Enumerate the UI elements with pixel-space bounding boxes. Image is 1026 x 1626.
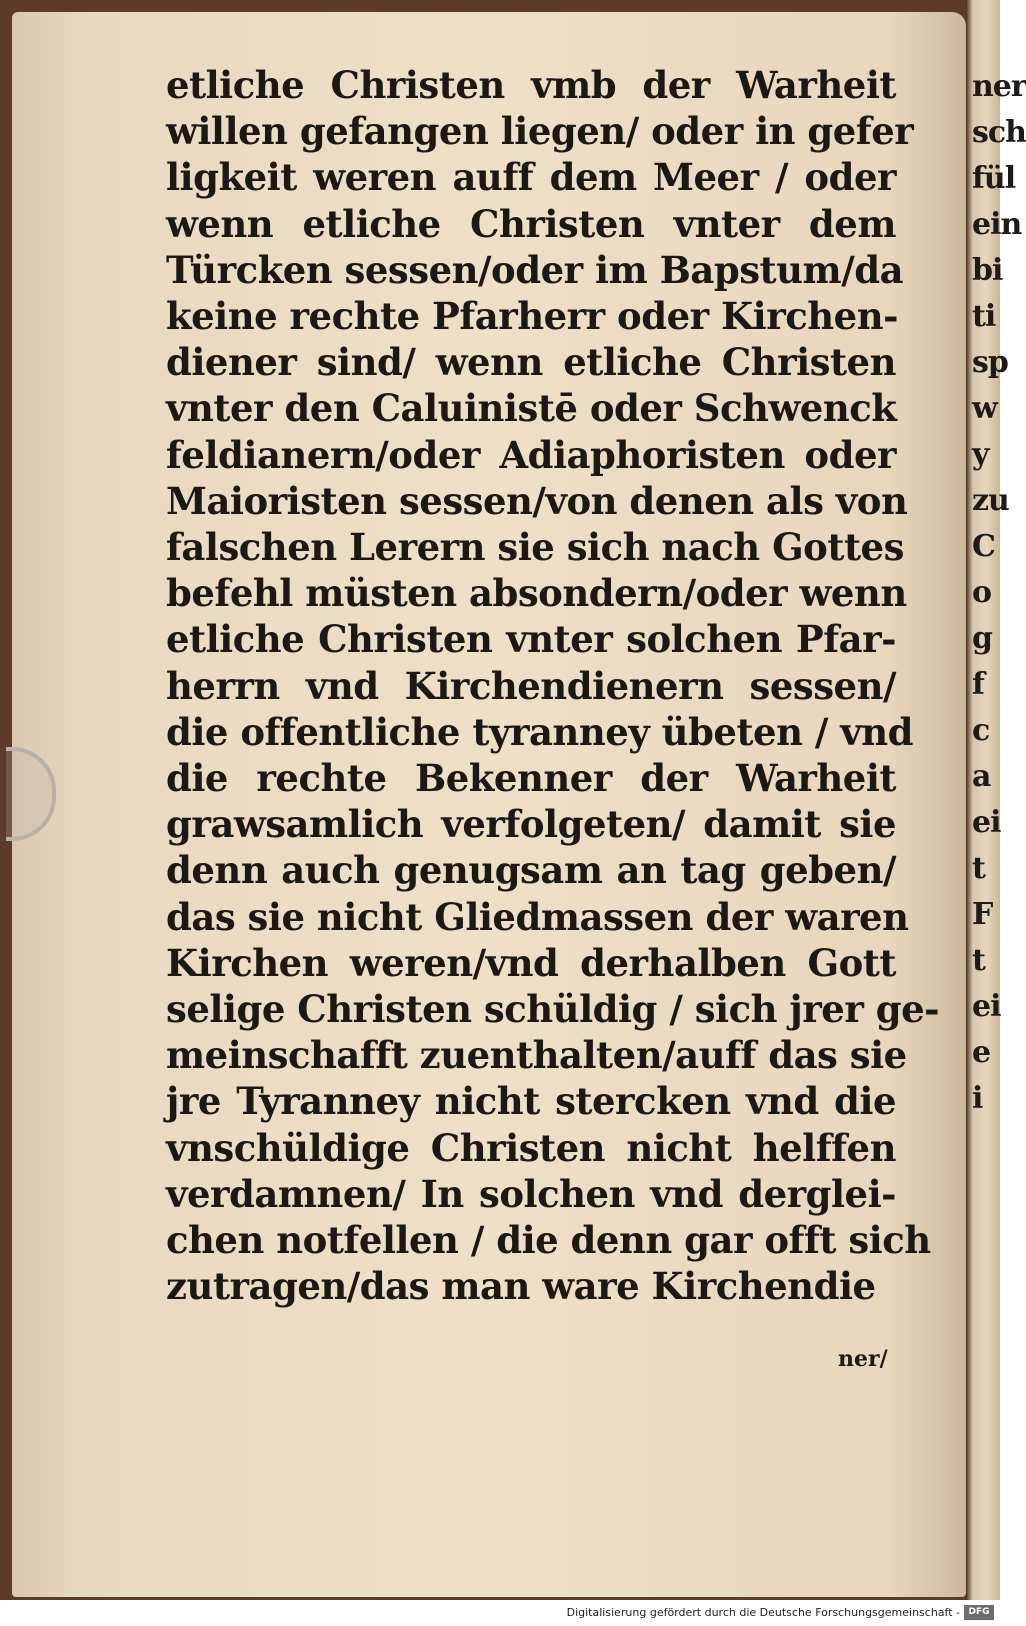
next-page-fragment: ei bbox=[972, 989, 1001, 1024]
next-page-fragment: a bbox=[972, 759, 991, 794]
page-text bbox=[166, 62, 939, 1309]
next-page-fragment: sch bbox=[972, 115, 1026, 150]
next-page-fragment: g bbox=[972, 621, 992, 656]
next-page-fragment: e bbox=[972, 1035, 991, 1070]
next-page-fragment: y bbox=[972, 437, 989, 472]
next-page-fragment: bi bbox=[972, 253, 1003, 288]
next-page-fragment: ein bbox=[972, 207, 1022, 242]
next-page-fragment: w bbox=[972, 391, 997, 426]
next-page-fragment: o bbox=[972, 575, 992, 610]
text-line: denn auch genugsam an tag geben/ bbox=[166, 848, 896, 893]
text-line: chen notfellen / die denn gar offt sich bbox=[166, 1218, 931, 1263]
next-page-fragment: ner bbox=[972, 69, 1026, 104]
next-page-fragment: sp bbox=[972, 345, 1008, 380]
next-page-fragment: t bbox=[972, 851, 985, 886]
text-line: falschen Lerern sie sich nach Gottes bbox=[166, 525, 904, 570]
text-line: die offentliche tyranney übeten / vnd bbox=[166, 709, 914, 754]
dfg-logo: DFG bbox=[964, 1605, 994, 1620]
next-page-fragment: C bbox=[972, 529, 995, 564]
text-line: jre Tyranney nicht stercken vnd die bbox=[166, 1079, 896, 1124]
text-line: diener sind/ wenn etliche Christen bbox=[166, 340, 896, 385]
text-line: vnter den Caluinistē oder Schwenck bbox=[166, 386, 897, 431]
footer-bar bbox=[0, 1600, 1000, 1626]
next-page-fragment: t bbox=[972, 943, 985, 978]
text-line: Maioristen sessen/von denen als von bbox=[166, 478, 908, 523]
text-line: etliche Christen vnter solchen Pfar- bbox=[166, 617, 896, 662]
text-line: die rechte Bekenner der Warheit bbox=[166, 756, 896, 801]
next-page-fragment: c bbox=[972, 713, 990, 748]
footer-credit: Digitalisierung gefördert durch die Deutsche Forschungsgemeinschaft - bbox=[566, 1606, 960, 1619]
text-line: etliche Christen vmb der Warheit bbox=[166, 63, 896, 107]
next-page-edge bbox=[966, 0, 1026, 1600]
text-line: grawsamlich verfolgeten/ damit sie bbox=[166, 802, 896, 847]
text-line: keine rechte Pfarherr oder Kirchen- bbox=[166, 294, 898, 339]
catchword: ner/ bbox=[838, 1346, 888, 1372]
text-line: willen gefangen liegen/ oder in gefer bbox=[166, 109, 914, 154]
text-line: das sie nicht Gliedmassen der waren bbox=[166, 894, 909, 939]
next-page-fragment: F bbox=[972, 897, 993, 932]
text-line: selige Christen schüldig / sich jrer ge- bbox=[166, 987, 939, 1032]
text-line: vnschüldige Christen nicht helffen bbox=[166, 1125, 896, 1170]
next-page-fragment: ei bbox=[972, 805, 1001, 840]
text-line: zutragen/das man ware Kirchendie bbox=[166, 1264, 876, 1309]
text-line: verdamnen/ In solchen vnd derglei- bbox=[166, 1171, 896, 1216]
text-line: Türcken sessen/oder im Bapstum/da bbox=[166, 247, 904, 292]
text-line: ligkeit weren auff dem Meer / oder bbox=[166, 155, 896, 200]
text-line: herrn vnd Kirchendienern sessen/ bbox=[166, 663, 896, 708]
text-line: wenn etliche Christen vnter dem bbox=[166, 201, 896, 246]
text-line: feldianern/oder Adiaphoristen oder bbox=[166, 432, 896, 477]
next-page-fragment: i bbox=[972, 1081, 983, 1116]
text-line: Kirchen weren/vnd derhalben Gott bbox=[166, 940, 896, 985]
next-page-fragment: zu bbox=[972, 483, 1009, 518]
next-page-fragment: ti bbox=[972, 299, 996, 334]
next-page-fragment: f bbox=[972, 667, 984, 702]
text-line: befehl müsten absondern/oder wenn bbox=[166, 571, 907, 616]
next-page-fragment: fül bbox=[972, 161, 1016, 196]
next-page-fragments bbox=[966, 64, 1026, 1122]
paper-clip-mark bbox=[6, 747, 56, 841]
text-line: meinschafft zuenthalten/auff das sie bbox=[166, 1033, 907, 1078]
